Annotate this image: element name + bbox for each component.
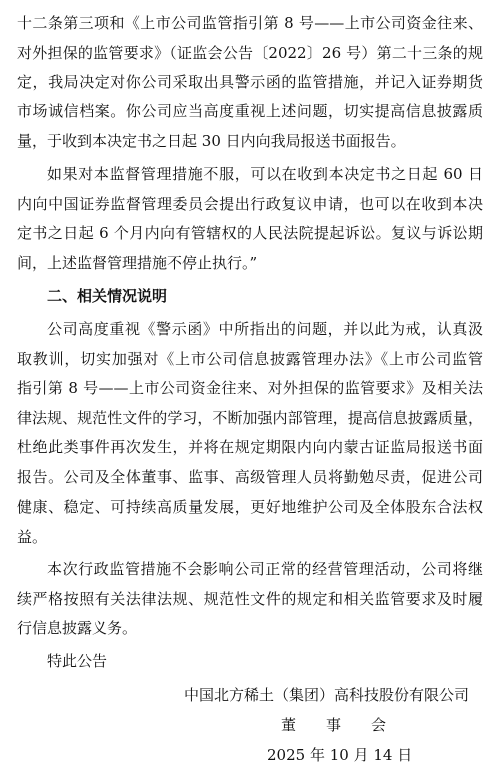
para2-line-1: 如果对本监督管理措施不服，可以在收到本决定书之日起 60 日 <box>47 165 483 183</box>
signature-date: 2025 年 10 月 14 日 <box>267 746 413 764</box>
para3-line-2: 取教训，切实加强对《上市公司信息披露管理办法》《上市公司监管 <box>17 350 483 368</box>
para3-line-4: 律法规、规范性文件的学习，不断加强内部管理，提高信息披露质量， <box>17 409 483 427</box>
closing-text: 特此公告 <box>47 652 108 670</box>
para3-line-7: 健康、稳定、可持续高质量发展，更好地维护公司及全体股东合法权 <box>17 498 483 516</box>
para3-line-3: 指引第 8 号——上市公司资金往来、对外担保的监管要求》及相关法 <box>17 379 483 397</box>
para1-line-2: 对外担保的监管要求》（证监会公告〔2022〕26 号）第二十三条的规 <box>17 44 483 62</box>
para1-line-5: 量，于收到本决定书之日起 30 日内向我局报送书面报告。 <box>17 132 406 150</box>
signature-board: 董 事 会 <box>281 716 387 734</box>
para4-line-3: 行信息披露义务。 <box>17 619 138 637</box>
para2-line-3: 定书之日起 6 个月内向有管辖权的人民法院提起诉讼。复议与诉讼期 <box>17 224 483 242</box>
para4-line-1: 本次行政监管措施不会影响公司正常的经营管理活动，公司将继 <box>47 560 483 578</box>
para2-line-4: 间，上述监督管理措施不停止执行。” <box>17 254 258 272</box>
para1-line-3: 定，我局决定对你公司采取出具警示函的监管措施，并记入证券期货 <box>17 73 483 91</box>
para3-line-5: 杜绝此类事件再次发生，并将在规定期限内向内蒙古证监局报送书面 <box>17 438 483 456</box>
para2-line-2: 内向中国证券监督管理委员会提出行政复议申请，也可以在收到本决 <box>17 195 483 213</box>
para1-line-1: 十二条第三项和《上市公司监管指引第 8 号——上市公司资金往来、 <box>17 14 483 32</box>
section-heading: 二、相关情况说明 <box>47 287 168 305</box>
para4-line-2: 续严格按照有关法律法规、规范性文件的规定和相关监管要求及时履 <box>17 590 483 608</box>
signature-company: 中国北方稀土（集团）高科技股份有限公司 <box>184 686 470 704</box>
para1-line-4: 市场诚信档案。你公司应当高度重视上述问题，切实提高信息披露质 <box>17 102 483 120</box>
para3-line-6: 报告。公司及全体董事、监事、高级管理人员将勤勉尽责，促进公司 <box>17 468 483 486</box>
para3-line-8: 益。 <box>17 528 48 546</box>
para3-line-1: 公司高度重视《警示函》中所指出的问题，并以此为戒，认真汲 <box>47 320 483 338</box>
